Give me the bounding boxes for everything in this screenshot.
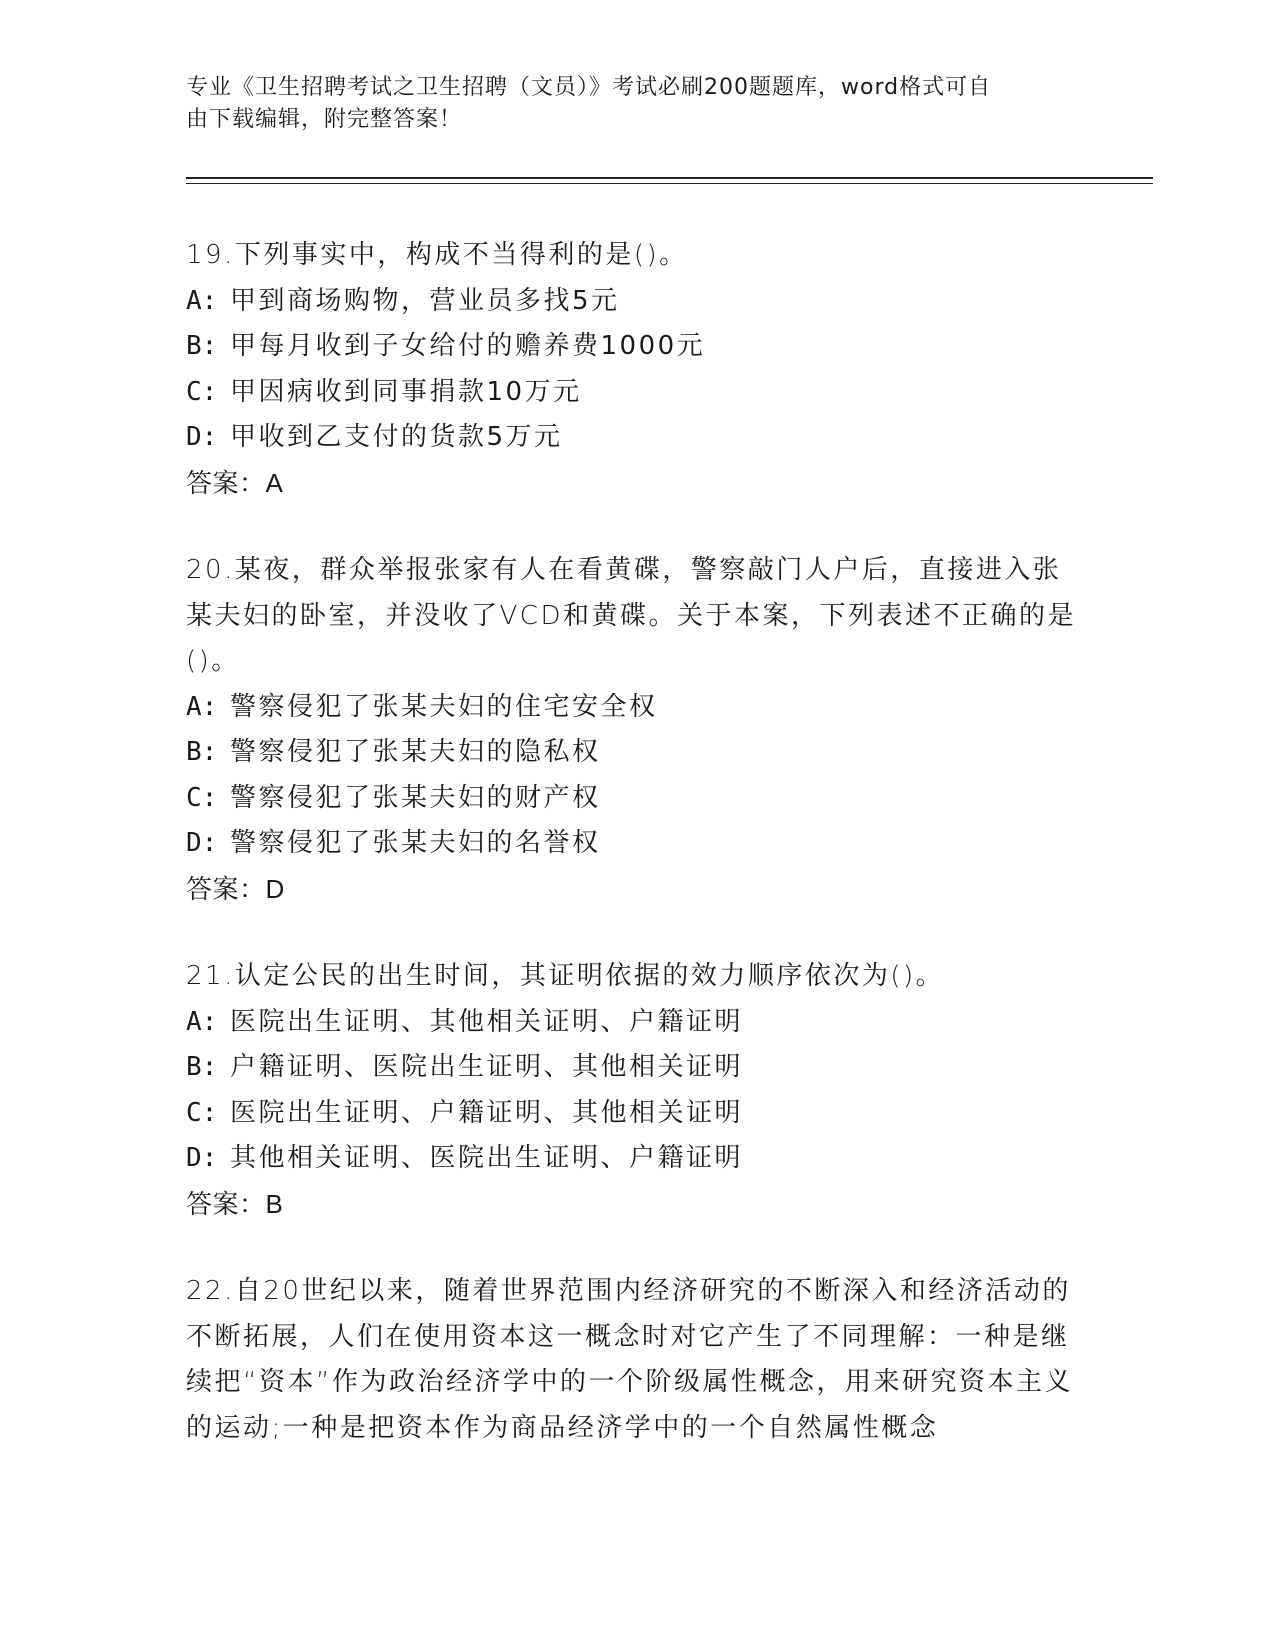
option-key: C: — [186, 1097, 218, 1128]
option-key: A: — [186, 285, 218, 316]
option-c — [186, 776, 1086, 822]
option-b — [186, 730, 1086, 776]
option-text: 警察侵犯了张某夫妇的名誉权 — [230, 828, 601, 858]
option-text: 警察侵犯了张某夫妇的财产权 — [230, 782, 601, 813]
option-text: 甲到商场购物，营业员多找5元 — [230, 285, 620, 316]
document-header — [186, 72, 1066, 136]
header-line-2: 由下载编辑，附完整答案！ — [186, 107, 463, 132]
header-line-1: 专业《卫生招聘考试之卫生招聘（文员）》考试必刷200题题库，word格式可自 — [186, 75, 992, 100]
option-text: 警察侵犯了张某夫妇的住宅安全权 — [230, 691, 658, 722]
option-d — [186, 415, 1086, 461]
header-divider-thick — [186, 177, 1153, 179]
answer-line: 答案：D — [186, 873, 285, 904]
question-22 — [186, 1269, 1086, 1451]
option-text: 警察侵犯了张某夫妇的隐私权 — [230, 737, 601, 767]
option-key: D: — [186, 1143, 218, 1173]
question-21 — [186, 954, 1086, 1227]
question-list — [186, 233, 1086, 1493]
option-text: 甲收到乙支付的货款5万元 — [230, 422, 563, 452]
question-stem: 21.认定公民的出生时间，其证明依据的效力顺序依次为()。 — [186, 961, 945, 991]
question-stem: 22.自20世纪以来，随着世界范围内经济研究的不断深入和经济活动的不断拓展，人们在使用资本这一概念时对它产生了不同理解：一种是继续把“资本”作为政治经济学中的一个阶级属性概念，用来研究资本主义的运动;一种是把资本作为商品经济学中的一个自然属性概念 — [186, 1276, 1073, 1443]
question-20 — [186, 548, 1086, 912]
option-c — [186, 370, 1086, 416]
option-text: 医院出生证明、其他相关证明、户籍证明 — [230, 1006, 744, 1037]
option-key: C: — [186, 376, 218, 407]
option-b — [186, 1045, 1086, 1091]
option-b — [186, 324, 1086, 370]
option-key: A: — [186, 1006, 218, 1037]
option-text: 户籍证明、医院出生证明、其他相关证明 — [230, 1052, 744, 1082]
option-text: 医院出生证明、户籍证明、其他相关证明 — [230, 1097, 744, 1128]
option-a — [186, 279, 1086, 325]
option-text: 其他相关证明、医院出生证明、户籍证明 — [230, 1143, 744, 1173]
option-a — [186, 685, 1086, 731]
question-stem: 20.某夜，群众举报张家有人在看黄碟，警察敲门人户后，直接进入张某夫妇的卧室，并没收了VCD和黄碟。关于本案，下列表述不正确的是()。 — [186, 555, 1076, 676]
header-divider-thin — [186, 183, 1153, 184]
option-key: D: — [186, 828, 218, 858]
answer-line: 答案：A — [186, 467, 284, 498]
question-stem: 19.下列事实中，构成不当得利的是()。 — [186, 240, 688, 270]
option-key: B: — [186, 1052, 218, 1082]
option-text: 甲每月收到子女给付的赡养费1000元 — [230, 331, 706, 361]
option-key: B: — [186, 331, 218, 361]
answer-line: 答案：B — [186, 1188, 284, 1219]
option-key: C: — [186, 782, 218, 813]
option-key: B: — [186, 737, 218, 767]
question-19 — [186, 233, 1086, 506]
option-d — [186, 821, 1086, 867]
option-key: D: — [186, 422, 218, 452]
option-key: A: — [186, 691, 218, 722]
option-text: 甲因病收到同事捐款10万元 — [230, 376, 582, 407]
option-d — [186, 1136, 1086, 1182]
option-c — [186, 1091, 1086, 1137]
option-a — [186, 1000, 1086, 1046]
